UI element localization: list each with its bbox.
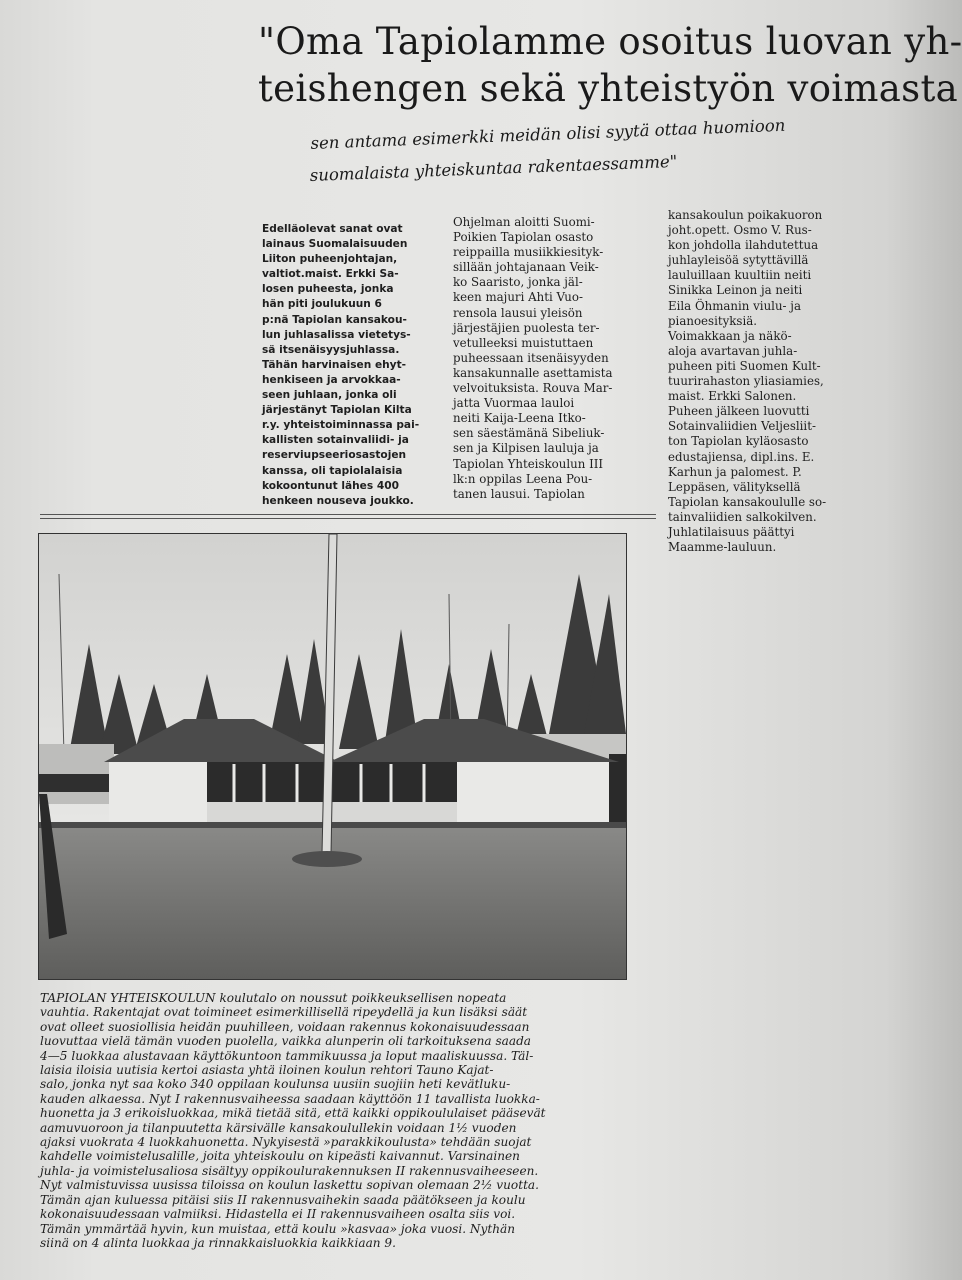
text-line: sen ja Kilpisen lauluja ja xyxy=(453,441,599,456)
text-line: Tähän harvinaisen ehyt- xyxy=(262,358,407,371)
text-line: lun juhlasalissa vietetys- xyxy=(262,328,411,341)
text-line: valtiot.maist. Erkki Sa- xyxy=(262,268,399,281)
text-line: henkiseen ja arvokkaa- xyxy=(262,373,401,386)
text-line: lainaus Suomalaisuuden xyxy=(262,238,408,251)
headline-line: "Oma Tapiolamme osoitus luovan yh- xyxy=(258,20,962,63)
text-line: kansakoulun poikakuoron xyxy=(668,208,823,222)
text-line: Poikien Tapiolan osasto xyxy=(453,230,594,245)
text-line: Eila Öhmanin viulu- ja xyxy=(668,298,801,313)
caption-line: Tämän ajan kuluessa pitäisi siis II rakennusvaihekin saada päätökseen ja koulu xyxy=(40,1192,526,1207)
text-line: Liiton puheenjohtajan, xyxy=(262,253,398,266)
text-line: tainvaliidien salkokilven. xyxy=(668,509,817,524)
text-line: järjestäjien puolesta ter- xyxy=(453,320,600,335)
text-line: Edelläolevat sanat ovat xyxy=(262,223,403,235)
caption-line: vauhtia. Rakentajat ovat toimineet esimerkillisellä ripeydellä ja kun lisäksi säät xyxy=(40,1005,528,1020)
caption-line: luovuttaa vielä tämän vuoden puolella, vaikka alunperin oli tarkoituksena saada xyxy=(40,1034,532,1049)
article-subheading xyxy=(308,107,850,192)
headline-line: teishengen sekä yhteistyön voimasta xyxy=(258,67,958,110)
text-line: tuurirahaston yliasiamies, xyxy=(668,374,824,389)
text-line: jatta Vuormaa lauloi xyxy=(453,396,575,411)
text-line: Ohjelman aloitti Suomi- xyxy=(453,215,595,229)
text-line: Tapiolan kansakoululle so- xyxy=(668,494,827,509)
caption-line: Tämän ymmärtää hyvin, kun muistaa, että koulu »kasvaa» joka vuosi. Nythän xyxy=(40,1221,515,1236)
text-line: Voimakkaan ja näkö- xyxy=(668,328,792,343)
caption-line: 4—5 luokkaa alustavaan käyttökuntoon tammikuussa ja loput maaliskuussa. Täl- xyxy=(40,1048,534,1063)
text-line: pianoesityksiä. xyxy=(668,313,758,328)
text-line: keen majuri Ahti Vuo- xyxy=(453,290,583,305)
text-line: ton Tapiolan kyläosasto xyxy=(668,434,809,449)
text-line: aloja avartavan juhla- xyxy=(668,343,798,358)
text-line: sillään johtajanaan Veik- xyxy=(453,260,599,275)
caption-line: ovat olleet suosiollisia heidän puuhilleen, voidaan rakennus kokonaisuudessaan xyxy=(40,1019,530,1034)
caption-line: kokonaisuudessaan valmiiksi. Hidastella ei II rakennusvaiheen osalta siis voi. xyxy=(40,1207,516,1222)
text-line: rensola lausui yleisön xyxy=(453,305,583,320)
intro-column xyxy=(262,222,434,509)
text-line: Sotainvaliidien Veljesliit- xyxy=(668,419,816,434)
text-line: ko Saaristo, jonka jäl- xyxy=(453,275,583,290)
photo-caption xyxy=(40,991,652,1250)
subhead-line: suomalaista yhteiskuntaa rakentaessamme" xyxy=(309,151,678,185)
text-line: Maamme-lauluun. xyxy=(668,540,777,555)
text-line: puheen piti Suomen Kult- xyxy=(668,358,821,373)
subhead-line: sen antama esimerkki meidän olisi syytä ottaa huomioon xyxy=(310,115,786,153)
text-line: tanen lausui. Tapiolan xyxy=(453,486,585,501)
caption-line: juhla- ja voimistelusaliosa sisältyy oppikoulurakennuksen II rakennusvaiheeseen. xyxy=(40,1163,539,1178)
text-line: Juhlatilaisuus päättyi xyxy=(668,524,795,539)
text-line: reippailla musiikkiesityk- xyxy=(453,245,604,260)
text-line: lk:n oppilas Leena Pou- xyxy=(453,471,593,486)
text-line: puheessaan itsenäisyyden xyxy=(453,350,609,365)
text-line: Puheen jälkeen luovutti xyxy=(668,404,810,419)
caption-line: TAPIOLAN YHTEISKOULUN koulutalo on noussut poikkeuksellisen nopeata xyxy=(40,991,507,1005)
caption-line: aamuvuoroon ja tilanpuutetta kärsivälle kansakoulullekin voidaan 1½ vuoden xyxy=(40,1120,517,1135)
text-line: r.y. yhteistoiminnassa pai- xyxy=(262,419,420,432)
text-line: Tapiolan Yhteiskoulun III xyxy=(453,456,604,471)
caption-line: siinä on 4 alinta luokkaa ja rinnakkaisluokkia kaikkiaan 9. xyxy=(40,1235,396,1250)
caption-line: ajaksi vuokrata 4 luokkahuonetta. Nykyisestä »parakkikoulusta» tehdään suojat xyxy=(40,1135,532,1150)
text-line: joht.opett. Osmo V. Rus- xyxy=(668,223,812,238)
section-divider xyxy=(40,514,656,519)
text-line: juhlayleisöä sytyttävillä xyxy=(668,253,809,268)
caption-line: huonetta ja 3 erikoisluokkaa, mikä tietää sitä, että kaikki oppikoululaiset pääsevät xyxy=(40,1106,546,1121)
article-headline xyxy=(258,18,962,112)
text-line: kansakunnalle asettamista xyxy=(453,365,613,380)
text-line: kon johdolla ilahdutettua xyxy=(668,238,819,253)
text-line: Leppäsen, välityksellä xyxy=(668,479,801,494)
text-line: losen puheesta, jonka xyxy=(262,283,394,296)
body-column-3 xyxy=(668,208,868,555)
school-building-photo xyxy=(38,533,627,980)
text-line: edustajiensa, dipl.ins. E. xyxy=(668,449,815,464)
text-line: maist. Erkki Salonen. xyxy=(668,389,797,404)
text-line: kanssa, oli tapiolalaisia xyxy=(262,464,403,477)
text-line: p:nä Tapiolan kansakou- xyxy=(262,313,407,326)
text-line: kokoontunut lähes 400 xyxy=(262,479,399,492)
body-column-2 xyxy=(453,215,653,502)
text-line: velvoituksista. Rouva Mar- xyxy=(453,381,613,396)
text-line: sä itsenäisyysjuhlassa. xyxy=(262,343,400,356)
caption-line: kauden alkaessa. Nyt I rakennusvaiheessa saadaan käyttöön 11 tavallista luokka- xyxy=(40,1091,540,1106)
text-line: henkeen nouseva joukko. xyxy=(262,494,414,507)
caption-line: kahdelle voimistelusalille, joita yhteiskoulu on kipeästi kaivannut. Varsinainen xyxy=(40,1149,520,1164)
text-line: lauluillaan kuultiin neiti xyxy=(668,268,812,283)
caption-line: laisia iloisia uutisia kertoi asiasta yhtä iloinen koulun rehtori Tauno Kajat- xyxy=(40,1063,494,1078)
text-line: neiti Kaija-Leena Itko- xyxy=(453,411,586,426)
caption-line: salo, jonka nyt saa koko 340 oppilaan koulunsa uusiin suojiin heti kevätluku- xyxy=(40,1077,511,1092)
text-line: seen juhlaan, jonka oli xyxy=(262,389,397,402)
text-line: Karhun ja palomest. P. xyxy=(668,464,802,479)
text-line: Sinikka Leinon ja neiti xyxy=(668,283,803,298)
text-line: reserviupseeriosastojen xyxy=(262,449,407,462)
text-line: järjestänyt Tapiolan Kilta xyxy=(262,404,412,417)
text-line: kallisten sotainvaliidi- ja xyxy=(262,434,409,447)
text-line: sen säestämänä Sibeliuk- xyxy=(453,426,605,441)
text-line: vetulleeksi muistuttaen xyxy=(453,335,594,350)
caption-line: Nyt valmistuvissa uusissa tiloissa on koulun laskettu sopivan olemaan 2½ vuotta. xyxy=(40,1178,539,1193)
text-line: hän piti joulukuun 6 xyxy=(262,298,382,311)
